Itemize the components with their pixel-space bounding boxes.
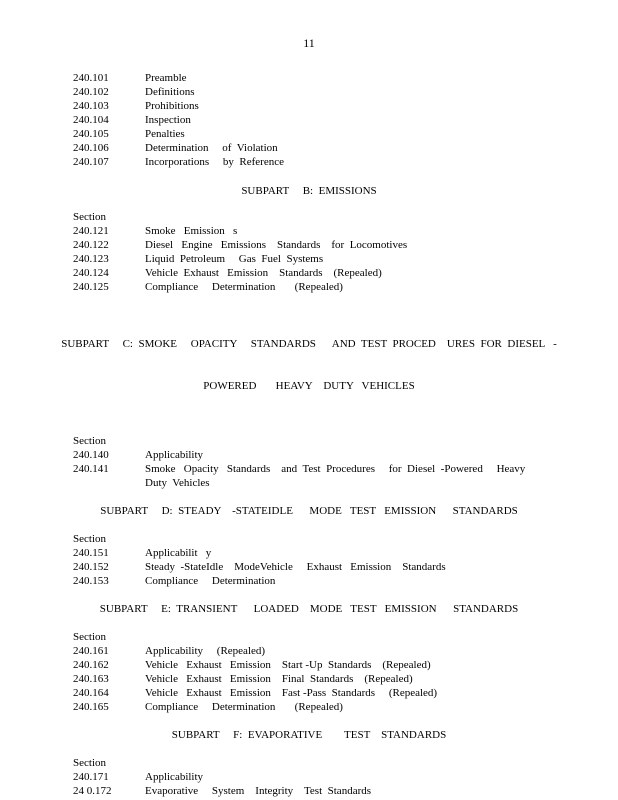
subpart-d-heading: SUBPART D: STEADY -STATEIDLE MODE TEST EMISSION STANDARDS — [100, 505, 518, 517]
section-number: 240.140 — [73, 449, 109, 461]
section-title: Compliance Determination — [145, 575, 276, 587]
section-title: Determination of Violation — [145, 142, 278, 154]
section-title: Incorporations by Reference — [145, 156, 284, 168]
list-item — [73, 71, 553, 85]
section-title: Applicability — [145, 449, 204, 461]
section-title: Vehicle Exhaust Emission Final Standards (Repealed) — [145, 673, 413, 685]
section-number: 240.106 — [73, 142, 109, 154]
section-title: Liquid Petroleum Gas Fuel Systems — [145, 253, 324, 265]
list-item — [73, 252, 553, 266]
section-number: 240.164 — [73, 687, 109, 699]
section-title: Inspection — [145, 114, 191, 126]
list-item — [73, 238, 553, 252]
list-item-continuation — [73, 476, 553, 490]
list-item — [73, 546, 553, 560]
section-title: Smoke Opacity Standards and Test Procedures for Diesel -Powered Heavy — [145, 463, 526, 475]
section-number: 240.105 — [73, 128, 109, 140]
section-label: Section — [73, 211, 106, 223]
section-title: Prohibitions — [145, 100, 199, 112]
section-number: 240.141 — [73, 463, 109, 475]
subpart-a-list — [73, 71, 553, 169]
section-number: 240.121 — [73, 225, 109, 237]
section-number: 240.123 — [73, 253, 109, 265]
section-number: 240.165 — [73, 701, 109, 713]
section-title: Vehicle Exhaust Emission Fast -Pass Standards (Repealed) — [145, 687, 438, 699]
subpart-c-heading — [0, 309, 618, 421]
section-title: Applicabilit y — [145, 547, 212, 559]
list-item — [73, 85, 553, 99]
page-number: 11 — [303, 36, 315, 50]
list-item — [73, 127, 553, 141]
list-item — [73, 672, 553, 686]
list-item — [73, 113, 553, 127]
subpart-b-heading: SUBPART B: EMISSIONS — [241, 185, 377, 197]
section-number: 24 0.172 — [73, 785, 112, 797]
table-of-contents — [61, 71, 557, 798]
section-title: Definitions — [145, 86, 195, 98]
list-item — [73, 280, 553, 294]
list-item — [73, 644, 553, 658]
section-title: Compliance Determination (Repealed) — [145, 281, 343, 293]
section-number: 240.104 — [73, 114, 109, 126]
section-title: Diesel Engine Emissions Standards for Locomotives — [145, 239, 408, 251]
section-title: Smoke Emission s — [145, 225, 238, 237]
list-item — [73, 770, 553, 784]
section-label: Section — [73, 435, 106, 447]
section-number: 240.161 — [73, 645, 109, 657]
section-number: 240.124 — [73, 267, 109, 279]
list-item — [73, 686, 553, 700]
list-item — [73, 700, 553, 714]
section-number: 240.163 — [73, 673, 109, 685]
subpart-b-list — [73, 224, 553, 294]
section-title: Evaporative System Integrity Test Standards — [145, 785, 372, 797]
subpart-c-heading-line1: SUBPART C: SMOKE OPACITY STANDARDS AND TEST PROCED URES FOR DIESEL - — [61, 338, 557, 350]
section-number: 240.101 — [73, 72, 109, 84]
section-title: Steady -StateIdle ModeVehicle Exhaust Emission Standards — [145, 561, 446, 573]
subpart-d-list — [73, 546, 553, 588]
section-title: Applicability (Repealed) — [145, 645, 266, 657]
list-item — [73, 462, 553, 476]
subpart-e-list — [73, 644, 553, 714]
subpart-c-list — [73, 448, 553, 490]
section-label: Section — [73, 533, 106, 545]
list-item — [73, 266, 553, 280]
list-item — [73, 99, 553, 113]
list-item — [73, 784, 553, 798]
subpart-c-heading-line2: POWERED HEAVY DUTY VEHICLES — [203, 380, 415, 392]
list-item — [73, 224, 553, 238]
section-number: 240.153 — [73, 575, 109, 587]
list-item — [73, 141, 553, 155]
subpart-f-heading: SUBPART F: EVAPORATIVE TEST STANDARDS — [171, 729, 447, 741]
list-item — [73, 658, 553, 672]
section-number: 240.102 — [73, 86, 109, 98]
section-number: 240.171 — [73, 771, 109, 783]
section-title: Preamble — [145, 72, 187, 84]
section-number: 240.152 — [73, 561, 109, 573]
section-number: 240.162 — [73, 659, 109, 671]
list-item — [73, 574, 553, 588]
section-title: Applicability — [145, 771, 204, 783]
section-title: Compliance Determination (Repealed) — [145, 701, 343, 713]
section-label: Section — [73, 631, 106, 643]
section-number: 240.122 — [73, 239, 109, 251]
list-item — [73, 448, 553, 462]
list-item — [73, 155, 553, 169]
subpart-e-heading: SUBPART E: TRANSIENT LOADED MODE TEST EMISSION STANDARDS — [99, 603, 519, 615]
section-number: 240.103 — [73, 100, 109, 112]
section-title: Vehicle Exhaust Emission Standards (Repealed) — [145, 267, 382, 279]
section-title-continuation: Duty Vehicles — [145, 477, 210, 489]
section-title: Vehicle Exhaust Emission Start -Up Standards (Repealed) — [145, 659, 431, 671]
list-item — [73, 560, 553, 574]
section-number: 240.107 — [73, 156, 109, 168]
subpart-f-list — [73, 770, 553, 798]
section-number: 240.151 — [73, 547, 109, 559]
section-title: Penalties — [145, 128, 185, 140]
section-label: Section — [73, 757, 106, 769]
section-number: 240.125 — [73, 281, 109, 293]
